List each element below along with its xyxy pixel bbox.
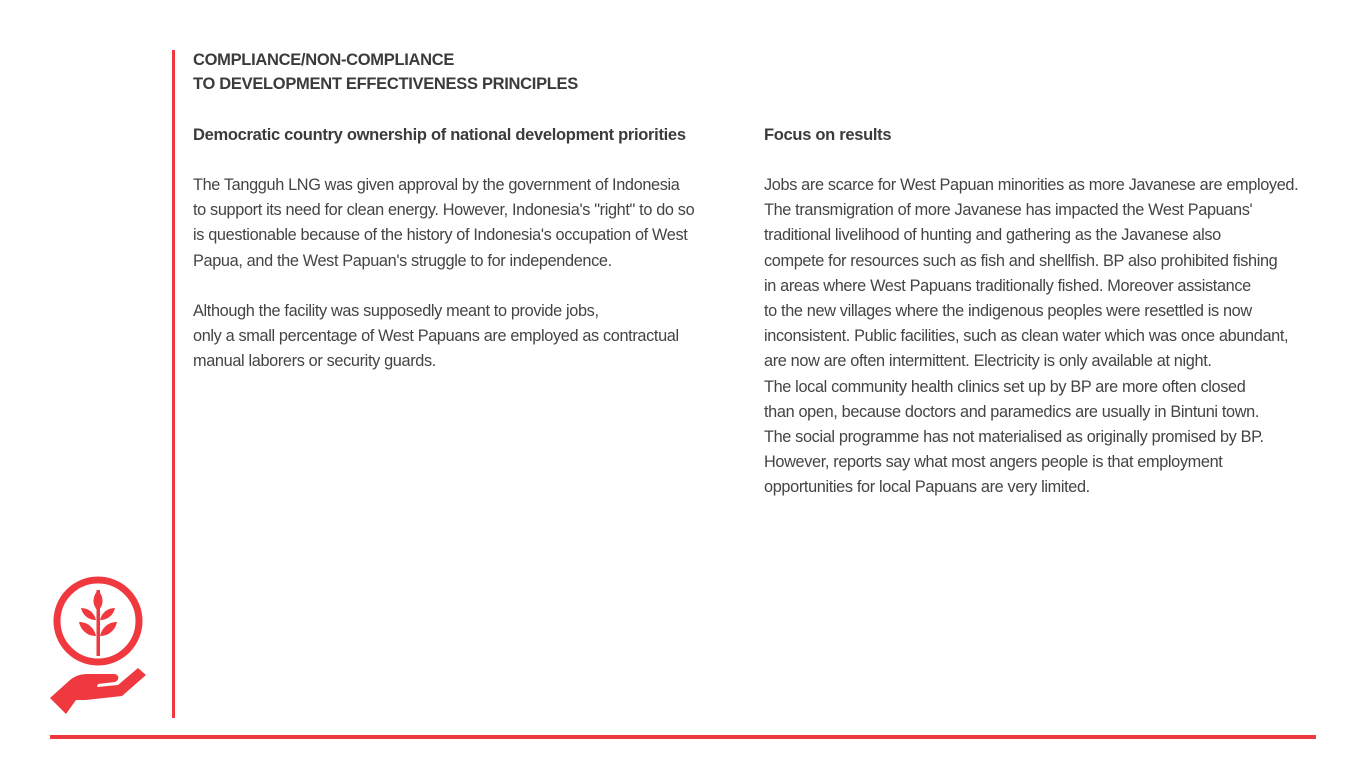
text-line: is questionable because of the history of Indonesia's occupation of West xyxy=(193,226,688,245)
text-line: Papua, and the West Papuan's struggle to for independence. xyxy=(193,251,612,270)
text-line: are now are often intermittent. Electricity is only available at night. xyxy=(764,352,1212,371)
text-line: The transmigration of more Javanese has impacted the West Papuans' xyxy=(764,201,1253,220)
text-line: opportunities for local Papuans are very limited. xyxy=(764,478,1090,497)
text-line: in areas where West Papuans traditionally fished. Moreover assistance xyxy=(764,276,1251,295)
text-line: The social programme has not materialised as originally promised by BP. xyxy=(764,428,1264,447)
right-column xyxy=(764,123,1344,501)
text-line: inconsistent. Public facilities, such as clean water which was once abundant, xyxy=(764,327,1289,346)
page-heading xyxy=(193,48,893,96)
text-line: traditional livelihood of hunting and gathering as the Javanese also xyxy=(764,226,1221,245)
text-line: than open, because doctors and paramedics are usually in Bintuni town. xyxy=(764,402,1260,421)
heading-line-2: TO DEVELOPMENT EFFECTIVENESS PRINCIPLES xyxy=(193,75,578,93)
text-line: The Tangguh LNG was given approval by the government of Indonesia xyxy=(193,176,680,194)
heading-line-1: COMPLIANCE/NON-COMPLIANCE xyxy=(193,51,455,69)
text-line: The local community health clinics set up by BP are more often closed xyxy=(764,377,1246,396)
text-line: Jobs are scarce for West Papuan minorities as more Javanese are employed. xyxy=(764,176,1299,194)
text-line: manual laborers or security guards. xyxy=(193,352,436,371)
left-column xyxy=(193,123,738,374)
text-line: only a small percentage of West Papuans are employed as contractual xyxy=(193,327,679,346)
text-line: to the new villages where the indigenous peoples were resettled is now xyxy=(764,302,1252,321)
text-line: However, reports say what most angers people is that employment xyxy=(764,453,1223,472)
right-column-title: Focus on results xyxy=(764,126,892,144)
hand-holding-plant-icon xyxy=(48,574,150,720)
left-paragraph-1 xyxy=(193,173,738,274)
right-paragraph-1 xyxy=(764,173,1344,501)
vertical-divider xyxy=(172,50,175,718)
text-line: compete for resources such as fish and shellfish. BP also prohibited fishing xyxy=(764,251,1278,270)
left-column-title: Democratic country ownership of national development priorities xyxy=(193,126,686,144)
text-line: Although the facility was supposedly meant to provide jobs, xyxy=(193,301,599,320)
left-paragraph-2 xyxy=(193,299,738,375)
text-line: to support its need for clean energy. However, Indonesia's "right" to do so xyxy=(193,201,695,220)
bottom-divider xyxy=(50,735,1316,739)
